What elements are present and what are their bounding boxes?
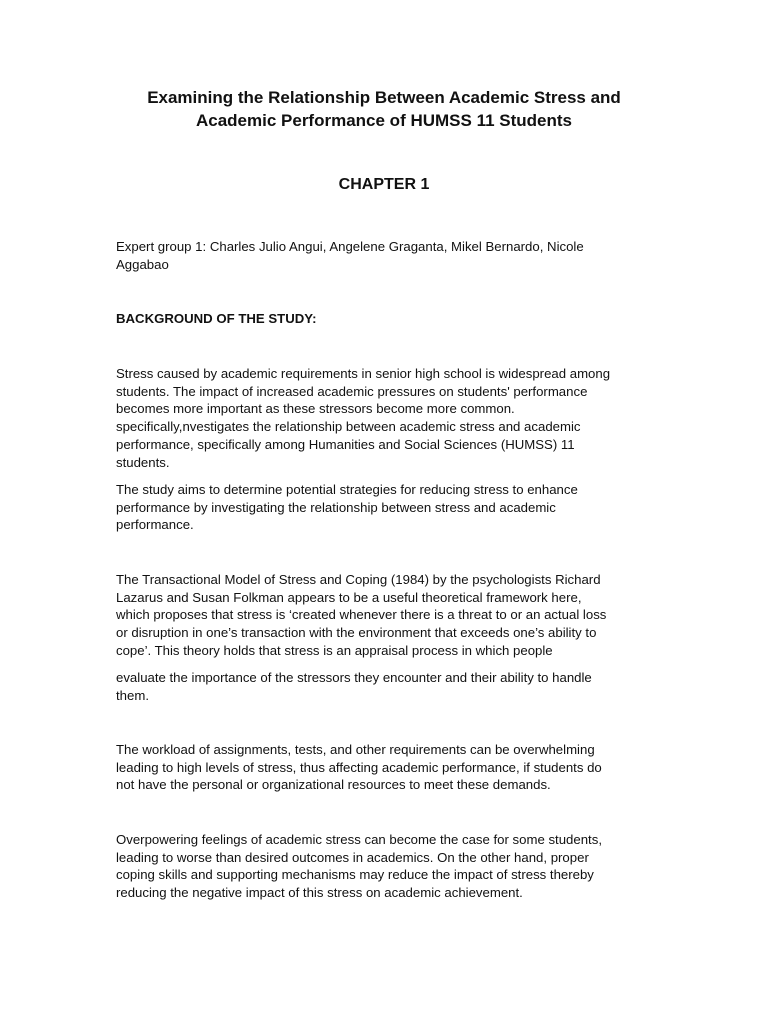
paragraph-line: The Transactional Model of Stress and Coping (1984) by the psychologists Richard <box>116 572 601 587</box>
paragraph-line: students. <box>116 454 170 470</box>
paragraph-1 <box>116 365 676 471</box>
paragraph-line: not have the personal or organizational resources to meet these demands. <box>116 777 551 793</box>
paragraph-5 <box>116 741 676 794</box>
authors-text: Aggabao <box>116 256 169 272</box>
paragraph-line: Stress caused by academic requirements in senior high school is widespread among <box>116 366 611 381</box>
paragraph-line: students. The impact of increased academic pressures on students' performance <box>116 383 588 399</box>
paragraph-3 <box>116 571 676 660</box>
paragraph-line: cope’. This theory holds that stress is an appraisal process in which people <box>116 642 553 658</box>
authors-line <box>116 238 676 273</box>
paragraph-line: leading to high levels of stress, thus affecting academic performance, if students do <box>116 759 602 775</box>
document-title-line: Examining the Relationship Between Academic Stress and <box>147 88 621 107</box>
chapter-heading: CHAPTER 1 <box>338 176 430 193</box>
paragraph-line: The workload of assignments, tests, and other requirements can be overwhelming <box>116 742 595 757</box>
paragraph-line: them. <box>116 687 149 703</box>
paragraph-line: The study aims to determine potential strategies for reducing stress to enhance <box>116 482 578 497</box>
document-title <box>110 86 658 132</box>
paragraph-line: or disruption in one’s transaction with the environment that exceeds one’s ability to <box>116 625 597 641</box>
paragraph-line: Overpowering feelings of academic stress can become the case for some students, <box>116 832 602 847</box>
paragraph-line: reducing the negative impact of this stress on academic achievement. <box>116 885 523 901</box>
paragraph-line: performance, specifically among Humanities and Social Sciences (HUMSS) 11 <box>116 436 575 452</box>
paragraph-2 <box>116 481 676 534</box>
authors-text: Expert group 1: Charles Julio Angui, Angelene Graganta, Mikel Bernardo, Nicole <box>116 239 584 254</box>
paragraph-line: specifically,nvestigates the relationship between academic stress and academic <box>116 419 581 435</box>
paragraph-line: becomes more important as these stressors become more common. <box>116 401 515 417</box>
paragraph-4 <box>116 669 676 704</box>
paragraph-line: performance by investigating the relationship between stress and academic <box>116 499 556 515</box>
paragraph-line: coping skills and supporting mechanisms may reduce the impact of stress thereby <box>116 867 594 883</box>
paragraph-line: evaluate the importance of the stressors they encounter and their ability to handle <box>116 670 592 685</box>
document-title-line: Academic Performance of HUMSS 11 Students <box>195 111 572 130</box>
paragraph-line: performance. <box>116 517 194 533</box>
paragraph-6 <box>116 831 676 902</box>
paragraph-line: which proposes that stress is ‘created whenever there is a threat to or an actual loss <box>116 607 607 623</box>
paragraph-line: leading to worse than desired outcomes in academics. On the other hand, proper <box>116 849 589 865</box>
paragraph-line: Lazarus and Susan Folkman appears to be a useful theoretical framework here, <box>116 589 582 605</box>
background-heading: BACKGROUND OF THE STUDY: <box>116 311 317 326</box>
